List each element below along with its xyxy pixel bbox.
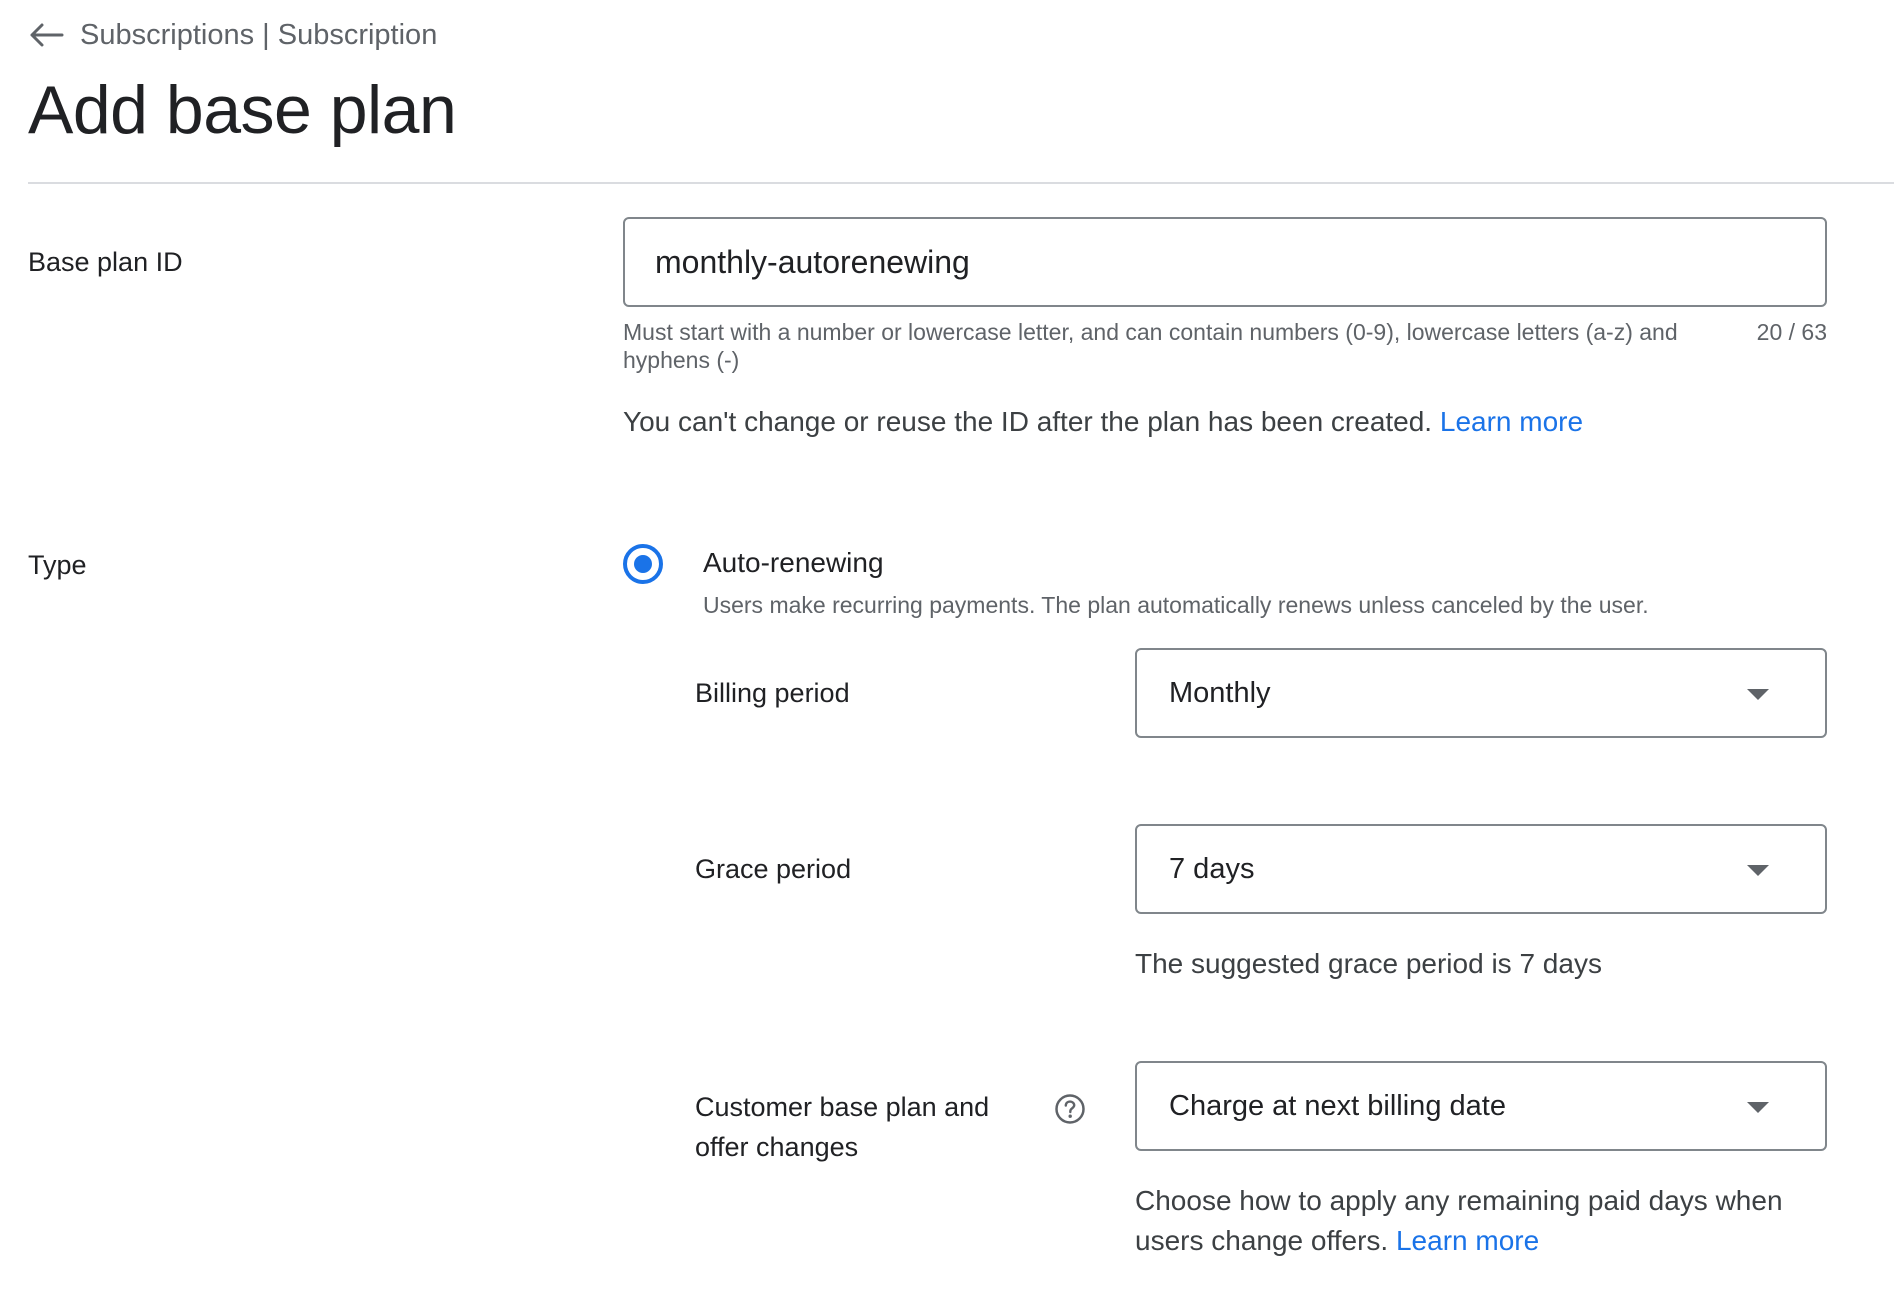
grace-period-select[interactable] bbox=[1135, 824, 1827, 914]
radio-selected-dot bbox=[634, 555, 652, 573]
offer-changes-select[interactable] bbox=[1135, 1061, 1827, 1151]
char-counter: 20 / 63 bbox=[1756, 319, 1827, 345]
auto-renewing-label[interactable]: Auto-renewing bbox=[703, 547, 884, 578]
help-circle-icon[interactable] bbox=[1054, 1093, 1086, 1125]
page-title: Add base plan bbox=[28, 72, 457, 148]
base-plan-id-helper: Must start with a number or lowercase letter, and can contain numbers (0-9), lowercase letters (a-z) and hyphens (-) bbox=[623, 319, 1678, 373]
offer-changes-learn-more-link[interactable]: Learn more bbox=[1395, 1225, 1540, 1256]
type-label: Type bbox=[28, 550, 87, 580]
offer-changes-value: Charge at next billing date bbox=[1169, 1090, 1506, 1122]
back-arrow-icon[interactable] bbox=[28, 18, 68, 52]
auto-renewing-radio[interactable] bbox=[623, 544, 663, 584]
offer-changes-hint-text: Choose how to apply any remaining paid days when users change offers. bbox=[1135, 1185, 1783, 1256]
offer-changes-label: Customer base plan and offer changes bbox=[695, 1092, 990, 1162]
billing-period-value: Monthly bbox=[1169, 677, 1271, 709]
base-plan-id-label: Base plan ID bbox=[28, 247, 183, 277]
dropdown-caret-icon bbox=[1747, 689, 1769, 700]
offer-changes-hint bbox=[1135, 1181, 1835, 1261]
learn-more-link[interactable]: Learn more bbox=[1439, 406, 1584, 437]
dropdown-caret-icon bbox=[1747, 1102, 1769, 1113]
grace-period-label: Grace period bbox=[695, 854, 852, 884]
billing-period-label: Billing period bbox=[695, 678, 850, 708]
header-divider bbox=[28, 182, 1894, 184]
base-plan-id-input[interactable] bbox=[623, 217, 1827, 307]
grace-period-hint: The suggested grace period is 7 days bbox=[1135, 948, 1602, 979]
base-plan-id-info bbox=[623, 402, 1583, 442]
base-plan-id-info-text: You can't change or reuse the ID after the plan has been created. bbox=[623, 406, 1433, 437]
breadcrumb[interactable]: Subscriptions | Subscription bbox=[80, 19, 438, 51]
billing-period-select[interactable] bbox=[1135, 648, 1827, 738]
auto-renewing-description: Users make recurring payments. The plan automatically renews unless canceled by the user. bbox=[703, 592, 1649, 618]
grace-period-value: 7 days bbox=[1169, 853, 1255, 885]
dropdown-caret-icon bbox=[1747, 865, 1769, 876]
